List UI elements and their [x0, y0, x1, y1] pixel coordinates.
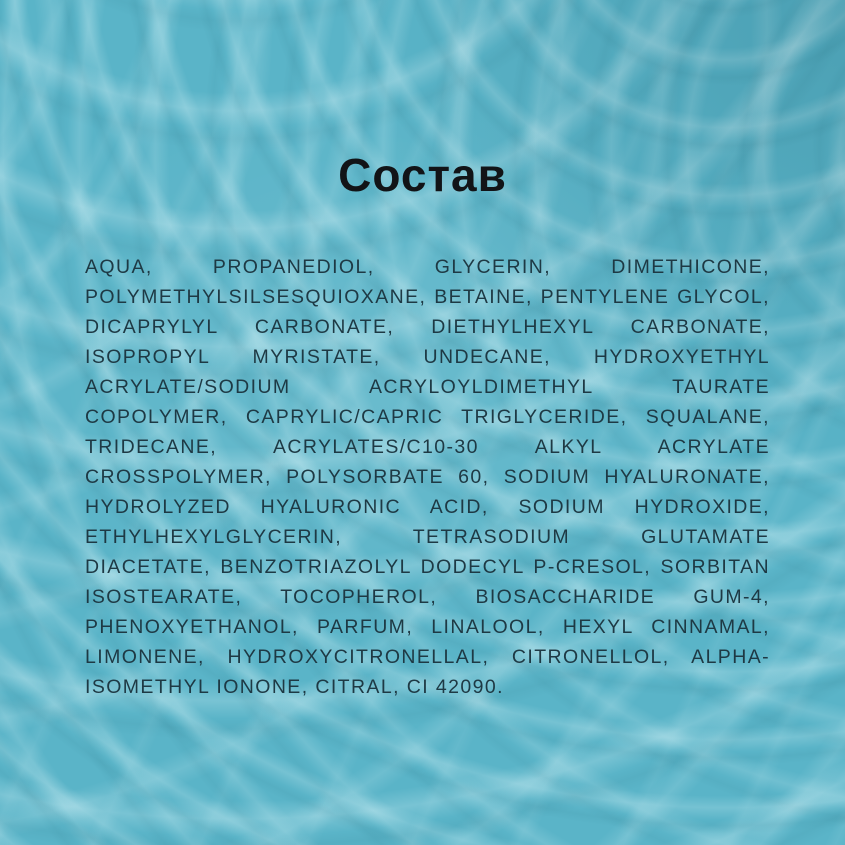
ingredients-line: ETHYLHEXYLGLYCERIN, TETRASODIUM GLUTAMATE	[85, 526, 770, 548]
ingredients-line: CROSSPOLYMER, POLYSORBATE 60, SODIUM HYALURONATE,	[85, 466, 770, 488]
ingredients-line: PHENOXYETHANOL, PARFUM, LINALOOL, HEXYL CINNAMAL,	[85, 616, 770, 638]
ingredients-line: DICAPRYLYL CARBONATE, DIETHYLHEXYL CARBONATE,	[85, 316, 770, 338]
ingredients-line: LIMONENE, HYDROXYCITRONELLAL, CITRONELLOL, ALPHA-	[85, 646, 770, 668]
section-title: Состав	[338, 149, 507, 201]
ingredients-line: HYDROLYZED HYALURONIC ACID, SODIUM HYDROXIDE,	[85, 496, 770, 518]
ingredients-line: ISOMETHYL IONONE, CITRAL, CI 42090.	[85, 676, 504, 698]
ingredients-line: POLYMETHYLSILSESQUIOXANE, BETAINE, PENTYLENE GLYCOL,	[85, 286, 770, 308]
ingredients-line: AQUA, PROPANEDIOL, GLYCERIN, DIMETHICONE,	[85, 256, 770, 278]
ingredients-line: ISOSTEARATE, TOCOPHEROL, BIOSACCHARIDE GUM-4,	[85, 586, 770, 608]
ingredients-line: ACRYLATE/SODIUM ACRYLOYLDIMETHYL TAURATE	[85, 376, 770, 398]
ingredients-list	[85, 252, 770, 702]
ingredients-line: TRIDECANE, ACRYLATES/C10-30 ALKYL ACRYLATE	[85, 436, 770, 458]
ingredients-line: COPOLYMER, CAPRYLIC/CAPRIC TRIGLYCERIDE, SQUALANE,	[85, 406, 770, 428]
ingredients-line: ISOPROPYL MYRISTATE, UNDECANE, HYDROXYETHYL	[85, 346, 770, 368]
ingredients-line: DIACETATE, BENZOTRIAZOLYL DODECYL P-CRESOL, SORBITAN	[85, 556, 770, 578]
